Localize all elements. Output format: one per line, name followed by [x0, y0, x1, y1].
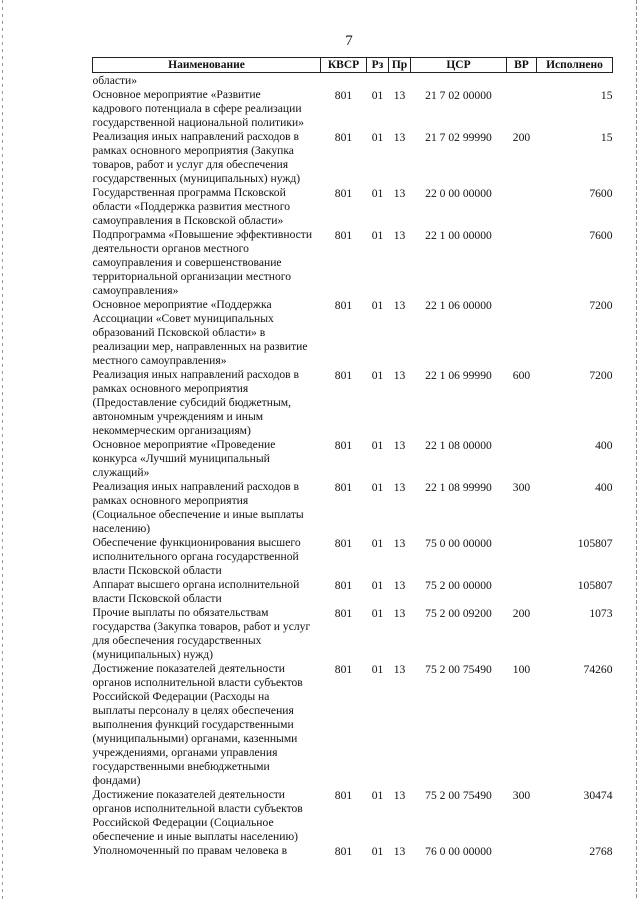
row-vr: 100: [512, 663, 531, 676]
row-rz: 01: [371, 89, 384, 102]
scan-edge-right: [636, 0, 637, 899]
row-rz: [367, 73, 389, 89]
row-kvsr: 801: [334, 369, 353, 382]
row-executed: 15: [600, 89, 613, 102]
row-kvsr: 801: [334, 607, 353, 620]
table-body: [93, 73, 613, 860]
row-pr: 13: [393, 439, 406, 452]
row-name: Государственная программа Псковской области «Поддержка развития местного самоуправления в Псковской области»: [92, 186, 290, 227]
row-csr: [411, 73, 507, 89]
row-kvsr: 801: [334, 439, 353, 452]
header-name: Наименование: [93, 58, 321, 73]
row-rz: 01: [371, 789, 384, 802]
row-name: Основное мероприятие «Поддержка Ассоциации «Совет муниципальных образований Псковской области» в реализации мер, направленных на развитие местного самоуправления»: [92, 298, 308, 367]
header-pr: Пр: [389, 58, 411, 73]
row-csr: 75 2 00 75490: [425, 663, 492, 676]
row-kvsr: 801: [334, 89, 353, 102]
row-pr: 13: [393, 663, 406, 676]
row-csr: 21 7 02 00000: [425, 89, 492, 102]
row-name: Достижение показателей деятельности органов исполнительной власти субъектов Российской Федерации (Социальное обеспечение и иные выплаты населению): [92, 788, 303, 843]
row-executed: 7200: [589, 299, 613, 312]
row-name: Основное мероприятие «Развитие кадрового потенциала в сфере реализации государственной национальной политики»: [92, 88, 304, 129]
scan-edge-left: [2, 0, 3, 899]
row-csr: 22 1 00 00000: [425, 229, 492, 242]
table-row: [93, 228, 613, 298]
row-name: Реализация иных направлений расходов в рамках основного мероприятия (Социальное обеспечение и иные выплаты населению): [92, 480, 304, 535]
row-pr: 13: [393, 789, 406, 802]
row-kvsr: 801: [334, 663, 353, 676]
row-vr: 200: [512, 131, 531, 144]
row-name: Обеспечение функционирования высшего исполнительного органа государственной власти Псковской области: [92, 536, 301, 577]
row-rz: 01: [371, 369, 384, 382]
table-row: [93, 844, 613, 859]
row-executed: 105807: [577, 537, 613, 550]
row-kvsr: 801: [334, 537, 353, 550]
table-row: [93, 298, 613, 368]
row-name: Прочие выплаты по обязательствам государства (Закупка товаров, работ и услуг для обеспечения государственных (муниципальных) нужд): [92, 606, 311, 661]
table-row: [93, 578, 613, 606]
row-vr: 300: [512, 789, 531, 802]
row-pr: 13: [393, 369, 406, 382]
row-csr: 75 0 00 00000: [425, 537, 492, 550]
row-kvsr: 801: [334, 187, 353, 200]
row-executed: 7600: [589, 229, 613, 242]
row-csr: 75 2 00 09200: [425, 607, 492, 620]
row-rz: 01: [371, 229, 384, 242]
table-row: [93, 536, 613, 578]
row-vr: [507, 228, 537, 298]
row-kvsr: 801: [334, 481, 353, 494]
table-row: [93, 130, 613, 186]
row-pr: 13: [393, 299, 406, 312]
row-kvsr: [321, 73, 367, 89]
row-csr: 22 1 06 00000: [425, 299, 492, 312]
table-row: [93, 88, 613, 130]
row-vr: [507, 844, 537, 859]
row-executed: 1073: [589, 607, 613, 620]
row-rz: 01: [371, 131, 384, 144]
header-executed: Исполнено: [537, 58, 613, 73]
row-csr: 22 1 08 00000: [425, 439, 492, 452]
row-rz: 01: [371, 439, 384, 452]
table-row: [93, 438, 613, 480]
row-name: Аппарат высшего органа исполнительной власти Псковской области: [92, 578, 300, 605]
row-vr: 300: [512, 481, 531, 494]
row-rz: 01: [371, 845, 384, 858]
row-csr: 22 1 06 99990: [425, 369, 492, 382]
row-rz: 01: [371, 663, 384, 676]
row-executed: 15: [600, 131, 613, 144]
header-rz: Рз: [367, 58, 389, 73]
row-kvsr: 801: [334, 789, 353, 802]
row-name: области»: [92, 74, 138, 87]
row-rz: 01: [371, 579, 384, 592]
row-csr: 75 2 00 00000: [425, 579, 492, 592]
row-executed: 105807: [577, 579, 613, 592]
row-kvsr: 801: [334, 845, 353, 858]
row-executed: 400: [595, 481, 613, 494]
row-executed: [537, 73, 613, 89]
table-row: [93, 368, 613, 438]
row-kvsr: 801: [334, 579, 353, 592]
row-csr: 75 2 00 75490: [425, 789, 492, 802]
row-kvsr: 801: [334, 229, 353, 242]
table-row: [93, 662, 613, 788]
row-executed: 74260: [583, 663, 613, 676]
table-row: [93, 73, 613, 89]
table-header-row: [93, 58, 613, 73]
row-vr: 600: [512, 369, 531, 382]
row-rz: 01: [371, 299, 384, 312]
row-rz: 01: [371, 607, 384, 620]
row-name: Реализация иных направлений расходов в рамках основного мероприятия (Закупка товаров, работ и услуг для обеспечения государственных (муниципальных) нужд): [92, 130, 301, 185]
row-vr: [507, 73, 537, 89]
row-pr: 13: [393, 607, 406, 620]
row-executed: 400: [595, 439, 613, 452]
row-rz: 01: [371, 187, 384, 200]
row-pr: [389, 73, 411, 89]
table-row: [93, 186, 613, 228]
row-vr: [507, 88, 537, 130]
row-vr: [507, 186, 537, 228]
header-kvsr: КВСР: [321, 58, 367, 73]
row-name: Основное мероприятие «Проведение конкурса «Лучший муниципальный служащий»: [92, 438, 276, 479]
row-vr: [507, 298, 537, 368]
row-name: Уполномоченный по правам человека в: [92, 844, 288, 857]
budget-table: [92, 57, 613, 859]
table-row: [93, 606, 613, 662]
row-rz: 01: [371, 481, 384, 494]
row-pr: 13: [393, 89, 406, 102]
row-vr: 200: [512, 607, 531, 620]
row-pr: 13: [393, 537, 406, 550]
row-executed: 30474: [583, 789, 613, 802]
row-vr: [507, 536, 537, 578]
table-row: [93, 788, 613, 844]
row-kvsr: 801: [334, 131, 353, 144]
row-pr: 13: [393, 845, 406, 858]
row-csr: 21 7 02 99990: [425, 131, 492, 144]
page-number: 7: [345, 33, 353, 49]
header-csr: ЦСР: [411, 58, 507, 73]
row-pr: 13: [393, 187, 406, 200]
row-vr: [507, 438, 537, 480]
row-csr: 76 0 00 00000: [425, 845, 492, 858]
table-row: [93, 480, 613, 536]
row-kvsr: 801: [334, 299, 353, 312]
row-pr: 13: [393, 579, 406, 592]
row-name: Подпрограмма «Повышение эффективности деятельности органов местного самоуправления и совершенствование территориальной организации местного самоуправления»: [92, 228, 313, 297]
row-executed: 7600: [589, 187, 613, 200]
row-csr: 22 1 08 99990: [425, 481, 492, 494]
row-pr: 13: [393, 481, 406, 494]
header-vr: ВР: [507, 58, 537, 73]
row-pr: 13: [393, 229, 406, 242]
row-executed: 7200: [589, 369, 613, 382]
row-name: Реализация иных направлений расходов в рамках основного мероприятия (Предоставление субсидий бюджетным, автономным учреждениям и иным некоммерческим организациям): [92, 368, 299, 437]
row-csr: 22 0 00 00000: [425, 187, 492, 200]
row-rz: 01: [371, 537, 384, 550]
row-vr: [507, 578, 537, 606]
row-pr: 13: [393, 131, 406, 144]
row-name: Достижение показателей деятельности органов исполнительной власти субъектов Российской Федерации (Расходы на выплаты персоналу в целях обеспечения выполнения функций государственными (муниципальными) органами, казенными учреждениями, органами управления государственными внебюджетными фондами): [92, 662, 303, 787]
row-executed: 2768: [589, 845, 613, 858]
